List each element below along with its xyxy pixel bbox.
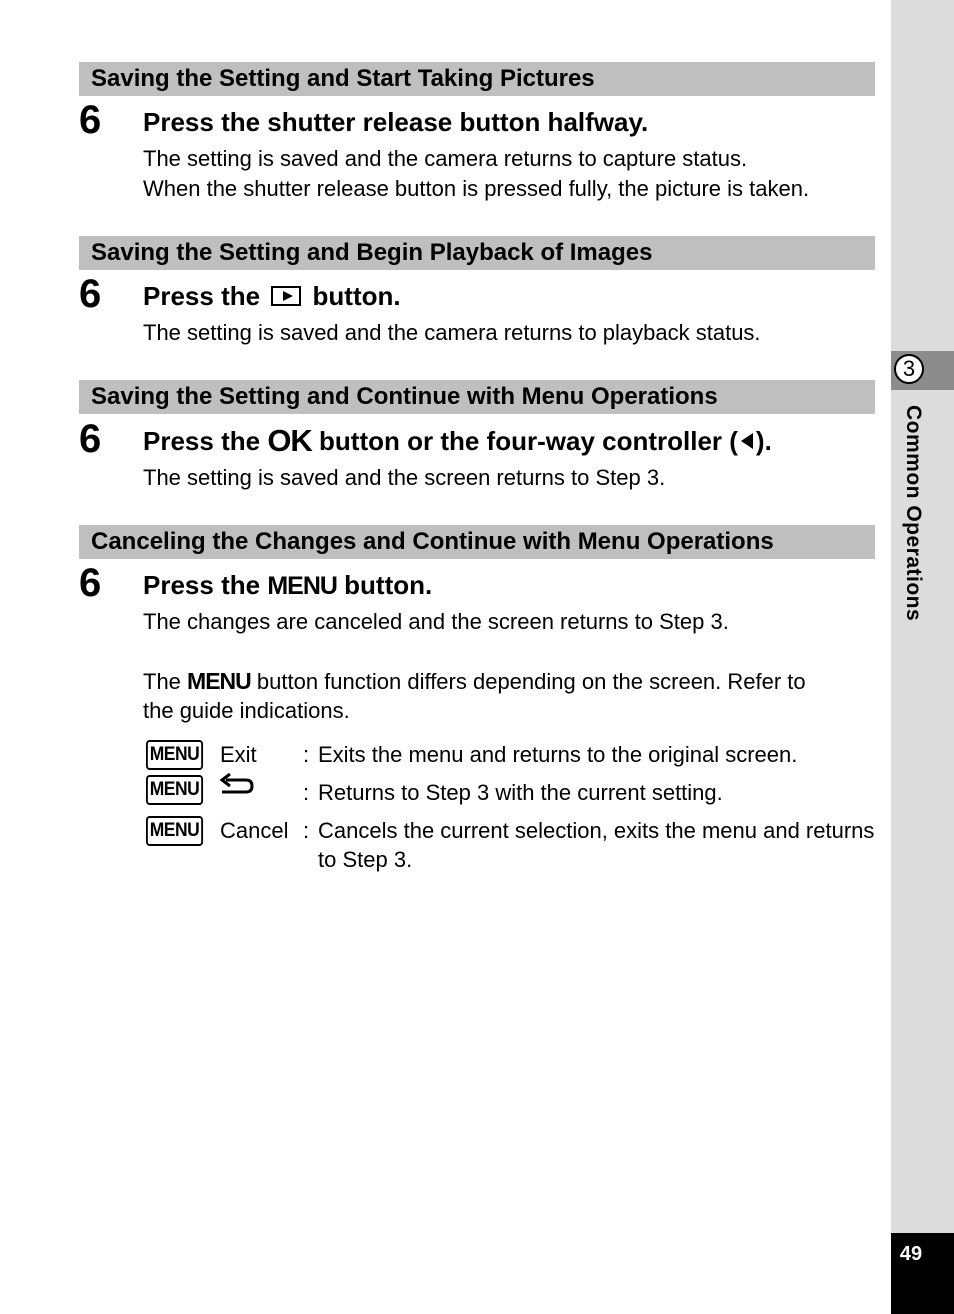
step-number: 6 — [79, 98, 102, 142]
step-description: The setting is saved and the screen returns to Step 3. — [143, 465, 666, 490]
step-number: 6 — [79, 561, 102, 605]
guide-label: Exit — [220, 742, 257, 767]
guide-colon: : — [303, 780, 310, 805]
step-title-text: button. — [344, 570, 433, 600]
chapter-number: 3 — [894, 354, 924, 384]
step-title — [143, 569, 432, 602]
step-title — [143, 425, 772, 457]
menu-key-icon: MENU — [146, 740, 203, 770]
step-title-text: ). — [755, 426, 772, 456]
note-text-part: The — [143, 669, 181, 694]
guide-description: Cancels the current selection, exits the menu and returns to Step 3. — [318, 818, 875, 872]
return-arrow-icon — [216, 772, 256, 802]
page-number: 49 — [899, 1243, 923, 1265]
note-text: the guide indications. — [143, 698, 350, 723]
section-heading: Saving the Setting and Continue with Menu Operations — [79, 380, 875, 414]
menu-key-icon: MENU — [146, 775, 203, 805]
step-number: 6 — [79, 272, 102, 316]
step-description: The setting is saved and the camera returns to capture status. — [143, 146, 748, 171]
step-description: The changes are canceled and the screen returns to Step 3. — [143, 609, 729, 634]
step-title-text: button or the four-way controller ( — [319, 426, 738, 456]
left-arrow-icon — [741, 433, 753, 449]
chapter-title: Common Operations — [902, 405, 925, 622]
menu-key-icon: MENU — [146, 816, 203, 846]
note-text — [143, 666, 806, 697]
ok-button-symbol: OK — [267, 423, 312, 458]
menu-button-symbol: MENU — [267, 572, 337, 600]
guide-description: Returns to Step 3 with the current setting. — [318, 780, 723, 805]
guide-colon: : — [303, 818, 310, 843]
step-title-text: Press the — [143, 570, 261, 600]
note-text-part: button function differs depending on the screen. Refer to — [256, 669, 806, 694]
step-title-text: Press the — [143, 281, 261, 311]
step-title: Press the shutter release button halfway. — [143, 107, 649, 137]
step-title — [143, 280, 401, 312]
step-number: 6 — [79, 417, 102, 461]
guide-label: Cancel — [220, 818, 289, 843]
section-heading: Saving the Setting and Start Taking Pictures — [79, 62, 875, 96]
step-title-text: Press the — [143, 426, 261, 456]
section-heading: Saving the Setting and Begin Playback of Images — [79, 236, 875, 270]
menu-button-symbol: MENU — [187, 668, 251, 694]
guide-colon: : — [303, 742, 310, 767]
step-description: The setting is saved and the camera returns to playback status. — [143, 320, 761, 345]
section-heading: Canceling the Changes and Continue with Menu Operations — [79, 525, 875, 559]
step-description: When the shutter release button is pressed fully, the picture is taken. — [143, 176, 810, 201]
step-title-text: button. — [312, 281, 401, 311]
playback-icon — [271, 286, 301, 306]
guide-description: Exits the menu and returns to the original screen. — [318, 742, 798, 767]
